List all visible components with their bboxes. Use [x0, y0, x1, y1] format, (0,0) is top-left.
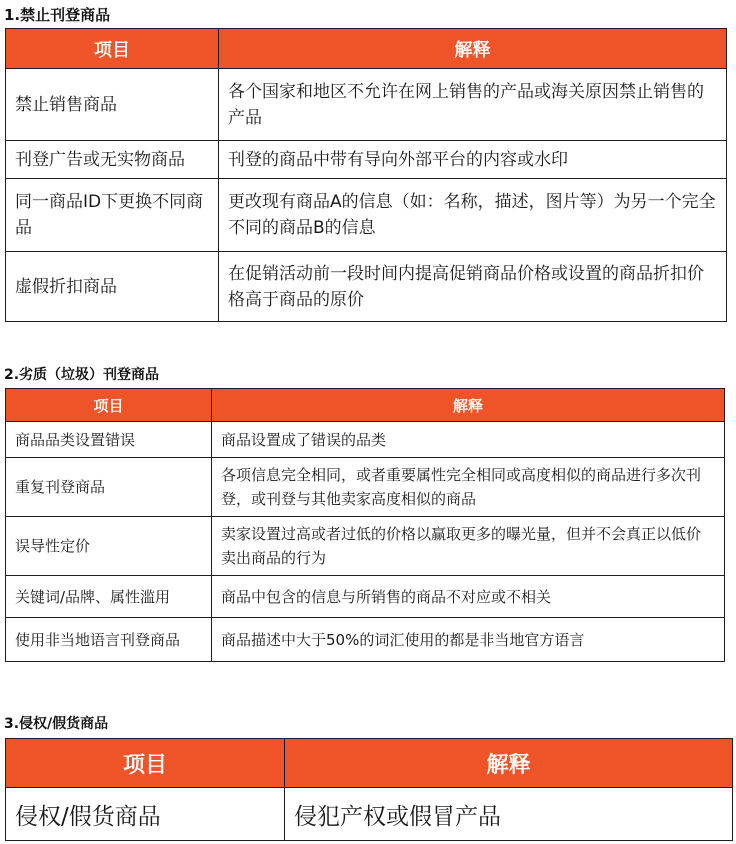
prohibited-listing-table — [5, 28, 727, 322]
row-explanation: 侵犯产权或假冒产品 — [285, 788, 733, 841]
row-item: 商品品类设置错误 — [6, 422, 212, 458]
table-header-row — [6, 389, 725, 422]
row-explanation: 商品描述中大于50%的词汇使用的都是非当地官方语言 — [212, 618, 725, 662]
row-item: 关键词/品牌、属性滥用 — [6, 576, 212, 618]
row-item: 重复刊登商品 — [6, 458, 212, 517]
row-explanation: 各项信息完全相同，或者重要属性完全相同或高度相似的商品进行多次刊登，或刊登与其他卖家高度相似的商品 — [212, 458, 725, 517]
table-row — [6, 517, 725, 576]
column-header-explanation: 解释 — [285, 739, 733, 788]
row-item: 使用非当地语言刊登商品 — [6, 618, 212, 662]
row-explanation: 刊登的商品中带有导向外部平台的内容或水印 — [219, 141, 727, 179]
table-row — [6, 179, 727, 252]
table-row — [6, 141, 727, 179]
row-explanation: 卖家设置过高或者过低的价格以赢取更多的曝光量，但并不会真正以低价卖出商品的行为 — [212, 517, 725, 576]
row-explanation: 商品设置成了错误的品类 — [212, 422, 725, 458]
row-item: 虚假折扣商品 — [6, 252, 219, 322]
row-item: 误导性定价 — [6, 517, 212, 576]
table-row — [6, 69, 727, 141]
table-row — [6, 576, 725, 618]
section-3-title: 3.侵权/假货商品 — [4, 716, 109, 732]
low-quality-listing-table — [5, 388, 725, 662]
table-header-row — [6, 739, 733, 788]
row-item: 同一商品ID下更换不同商品 — [6, 179, 219, 252]
row-item: 侵权/假货商品 — [6, 788, 285, 841]
row-explanation: 在促销活动前一段时间内提高促销商品价格或设置的商品折扣价格高于商品的原价 — [219, 252, 727, 322]
column-header-explanation: 解释 — [212, 389, 725, 422]
table-row — [6, 788, 733, 841]
column-header-item: 项目 — [6, 29, 219, 69]
row-explanation: 更改现有商品A的信息（如：名称，描述，图片等）为另一个完全不同的商品B的信息 — [219, 179, 727, 252]
row-item: 禁止销售商品 — [6, 69, 219, 141]
table-row — [6, 422, 725, 458]
column-header-item: 项目 — [6, 739, 285, 788]
table-row — [6, 458, 725, 517]
section-2-title: 2.劣质（垃圾）刊登商品 — [4, 367, 160, 383]
column-header-explanation: 解释 — [219, 29, 727, 69]
row-item: 刊登广告或无实物商品 — [6, 141, 219, 179]
row-explanation: 商品中包含的信息与所销售的商品不对应或不相关 — [212, 576, 725, 618]
section-1-title: 1.禁止刊登商品 — [4, 6, 111, 24]
table-row — [6, 618, 725, 662]
row-explanation: 各个国家和地区不允许在网上销售的产品或海关原因禁止销售的产品 — [219, 69, 727, 141]
table-row — [6, 252, 727, 322]
column-header-item: 项目 — [6, 389, 212, 422]
infringing-counterfeit-table — [5, 738, 733, 841]
table-header-row — [6, 29, 727, 69]
